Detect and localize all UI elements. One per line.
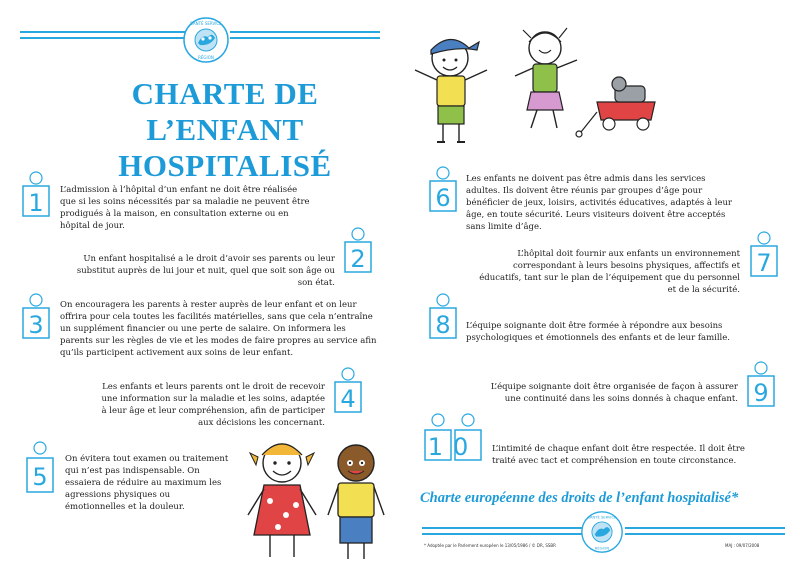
charter-subtitle: Charte européenne des droits de l’enfant hospitalisé* (420, 490, 739, 506)
title-line-1: CHARTE DE (131, 76, 319, 111)
article-9-text: L’équipe soignante doit être organisée de façon à assurer une continuité dans les soins donnés à chaque enfant. (490, 382, 738, 404)
article-8-text: L’équipe soignante doit être formée à répondre aux besoins psychologiques et émotionnels des enfants et de leur famille. (466, 321, 731, 343)
number-10-icon (422, 412, 484, 464)
number-9-digit: 9 (753, 379, 769, 407)
article-5-text: On évitera tout examen ou traitement qui n’est pas indispensable. On essaiera de réduire au maximum les agressions physiques ou émotionnelles et la douleur. (65, 454, 229, 512)
footer-stripe (625, 533, 785, 535)
footnote-right: MAJ : 09/07/2008 (725, 543, 760, 548)
children-playing-illustration (405, 20, 675, 150)
article-3-text: On encouragera les parents à rester auprès de leur enfant et on leur offrira pour cela toutes les facilités matérielles, sans que cela n’entraîne un supplément financier ou une perte de salaire. On informera les parents sur les règles de vie et les modes de faire propres au service afin qu’ils participent activement aux soins de leur enfant. (60, 300, 377, 358)
two-children-illustration (240, 435, 400, 563)
article-6-text: Les enfants ne doivent pas être admis dans les services adultes. Ils doivent être réunis par groupes d’âge pour bénéficier de jeux, loisirs, activités éducatives, adaptés à leur âge, en toute sécurité. Leurs visiteurs doivent être acceptés sans limite d’âge. (466, 174, 732, 232)
number-10-digit: 10 (427, 433, 479, 461)
number-5-digit: 5 (32, 463, 48, 491)
svg-text:SANTÉ SERVICE: SANTÉ SERVICE (190, 21, 222, 26)
number-4-icon (332, 366, 364, 414)
header-stripe (230, 31, 380, 33)
svg-text:SANTÉ SERVICE: SANTÉ SERVICE (587, 515, 617, 520)
number-6-icon (427, 165, 459, 213)
number-1-digit: 1 (28, 189, 44, 217)
number-8-digit: 8 (435, 311, 451, 339)
page-title (60, 76, 390, 184)
number-6-digit: 6 (435, 184, 451, 212)
article-10-text: L’intimité de chaque enfant doit être respectée. Il doit être traité avec tact et compréhension en toute circonstance. (492, 444, 745, 466)
number-8-icon (427, 292, 459, 340)
number-4-digit: 4 (340, 385, 356, 413)
article-4-text: Les enfants et leurs parents ont le droit de recevoir une information sur la maladie et les soins, adaptée à leur âge et leur compréhension, afin de participer aux décisions les concernant. (101, 382, 325, 428)
number-3-digit: 3 (28, 311, 44, 339)
number-1-icon (20, 170, 52, 218)
header-stripe (20, 31, 190, 33)
logo-seal (182, 16, 230, 64)
number-2-digit: 2 (350, 245, 366, 273)
article-7-text: L’hôpital doit fournir aux enfants un environnement correspondant à leurs besoins physiques, affectifs et éducatifs, tant sur le plan de l’équipement que du personnel et de la sécurité. (479, 249, 740, 295)
number-7-digit: 7 (756, 249, 772, 277)
header-stripe (230, 37, 380, 39)
footer-stripe (625, 527, 785, 529)
number-7-icon (748, 230, 780, 278)
svg-text:RÉGION: RÉGION (594, 546, 610, 551)
header-stripe (20, 37, 190, 39)
number-2-icon (342, 226, 374, 274)
footer-logo-seal (580, 510, 624, 554)
footer-stripe (422, 533, 582, 535)
svg-text:RÉGION: RÉGION (198, 55, 214, 60)
footer-stripe (422, 527, 582, 529)
article-1-text: L’admission à l’hôpital d’un enfant ne doit être réalisée que si les soins nécessités par sa maladie ne peuvent être prodigués à la maison, en consultation externe ou en hôpital de jour. (60, 185, 310, 231)
article-2-text: Un enfant hospitalisé a le droit d’avoir ses parents ou leur substitut auprès de lui jour et nuit, quel que soit son âge ou son état. (76, 254, 335, 288)
footnote-left: * Adoptée par le Parlement européen le 13/05/1986 / © DR, SSBR (424, 543, 556, 548)
title-line-2: L’ENFANT HOSPITALISÉ (118, 112, 332, 183)
number-9-icon (745, 360, 777, 408)
number-3-icon (20, 292, 52, 340)
number-5-icon (24, 440, 56, 496)
